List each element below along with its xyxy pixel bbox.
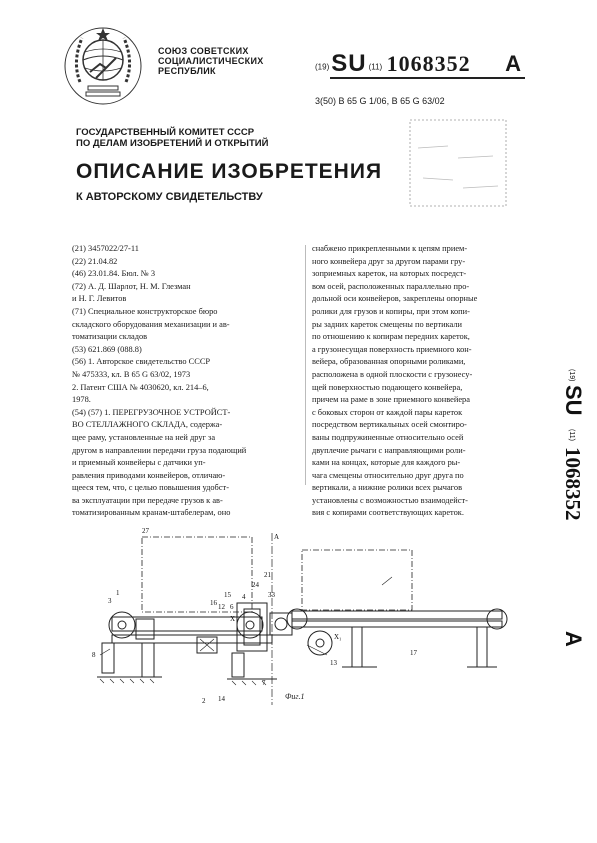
ref-label: 1 xyxy=(116,589,120,597)
union-line: РЕСПУБЛИК xyxy=(158,66,216,76)
ipc-classification xyxy=(315,96,445,106)
text-line: (46) 23.01.84. Бюл. № 3 xyxy=(72,269,156,279)
text-line: вия с копирами соответствующих кареток. xyxy=(312,508,464,518)
side-country-code: SU xyxy=(561,385,586,416)
library-stamp xyxy=(408,118,508,208)
text-line: а грузонесущая поверхность приемного кон- xyxy=(312,344,472,354)
kind-code: A xyxy=(505,51,522,76)
text-line: ВО СТЕЛЛАЖНОГО СКЛАДА, содержа- xyxy=(72,420,223,430)
text-line: ваны подпружиненные относительно осей xyxy=(312,432,464,442)
text-line: (21) 3457022/27-11 xyxy=(72,244,139,253)
issuing-state xyxy=(158,46,264,76)
text-line: (54) (57) 1. ПЕРЕГРУЗОЧНОЕ УСТРОЙСТ- xyxy=(72,407,231,417)
ref-label: А xyxy=(274,533,280,541)
document-title: ОПИСАНИЕ ИЗОБРЕТЕНИЯ xyxy=(76,160,383,183)
side-publication-number: 1068352 xyxy=(561,447,585,521)
divider xyxy=(330,77,525,79)
union-line: СОЦИАЛИСТИЧЕСКИХ xyxy=(158,56,264,66)
text-line: щее раму, установленные на ней друг за xyxy=(72,432,216,442)
ref-label: 3 xyxy=(108,597,112,605)
text-line: ва эксплуатации при передаче грузов к ав- xyxy=(72,495,223,505)
technical-drawing-fig1 xyxy=(92,525,522,710)
bibliographic-column xyxy=(72,243,300,520)
text-line: посредством вертикальных осей смонтиро- xyxy=(312,420,467,430)
text-line: ками на концах, которые для каждого ры- xyxy=(312,458,461,468)
text-line: другом в направлении передачи груза подающий xyxy=(72,445,247,455)
ref-label: 6 xyxy=(230,603,234,611)
ref-label: 7 xyxy=(262,679,266,687)
document-subtitle: К АВТОРСКОМУ СВИДЕТЕЛЬСТВУ xyxy=(76,191,263,203)
text-line: № 475333, кл. В 65 G 63/02, 1973 xyxy=(72,369,191,379)
text-line: вейера, образованная опорными роликами, xyxy=(312,357,466,367)
text-line: (71) Специальное конструкторское бюро xyxy=(72,306,218,316)
committee-line: ПО ДЕЛАМ ИЗОБРЕТЕНИЙ И ОТКРЫТИЙ xyxy=(76,138,269,149)
ref-label: 33 xyxy=(268,591,275,599)
text-line: ного конвейера друг за другом парами гру- xyxy=(312,256,466,266)
union-line: СОЮЗ СОВЕТСКИХ xyxy=(158,46,249,56)
ref-label: Х xyxy=(230,615,236,623)
ref-label: 8 xyxy=(92,651,96,659)
text-line: томатизированным кранам-штабелерам, оно xyxy=(72,508,231,518)
side-inid-19: (19) xyxy=(568,369,575,382)
ref-label: 12 xyxy=(218,603,225,611)
ipc-prefix: 3(50) xyxy=(315,96,337,106)
text-line: и приемный конвейеры с датчики уп- xyxy=(72,458,206,468)
figure-caption: Фиг.1 xyxy=(285,692,305,701)
inid-11: (11) xyxy=(368,62,383,72)
ref-label: 13 xyxy=(330,659,337,667)
text-line: и Н. Г. Левитов xyxy=(72,294,127,304)
ref-label: 24 xyxy=(252,581,259,589)
text-line: с боковых сторон от каждой пары кареток xyxy=(312,407,463,417)
side-publication-code xyxy=(548,365,586,655)
text-line: складского оборудования механизации и ав- xyxy=(72,319,230,329)
text-line: двуплечие рычаги с направляющими роли- xyxy=(312,445,466,455)
text-line: по отношению к копирам передних кареток, xyxy=(312,332,470,342)
publication-number: 1068352 xyxy=(386,51,471,76)
text-line: (72) А. Д. Шарлот, Н. М. Глезман xyxy=(72,281,191,291)
ref-label: 14 xyxy=(218,695,225,703)
text-line: ры задних кареток смещены по вертикали xyxy=(312,319,463,329)
committee-line: ГОСУДАРСТВЕННЫЙ КОМИТЕТ СССР xyxy=(76,127,255,138)
ref-label: Х₁ xyxy=(334,633,342,641)
column-divider xyxy=(305,245,306,485)
text-line: зоприемных кареток, на которых посредст- xyxy=(312,269,467,279)
text-line: (22) 21.04.82 xyxy=(72,256,118,266)
text-line: томатизации складов xyxy=(72,332,148,342)
ref-label: 2 xyxy=(202,697,206,705)
inid-19: (19) xyxy=(315,62,330,72)
text-line: вертикали, а нижние ролики всех рычагов xyxy=(312,483,463,493)
ussr-emblem-icon xyxy=(60,22,146,108)
text-line: щееся тем, что, с целью повышения удобст- xyxy=(72,483,229,493)
text-line: ролики для грузов и копиры, при этом копи- xyxy=(312,306,470,316)
ref-label: 27 xyxy=(142,527,149,535)
side-kind-code: A xyxy=(561,631,586,647)
text-line: вом осей, расположенных параллельно про- xyxy=(312,281,470,291)
text-line: 1978. xyxy=(72,395,91,405)
text-line: причем на раме в зоне приемного конвейера xyxy=(312,395,470,405)
publication-number-line xyxy=(315,50,521,78)
side-inid-11: (11) xyxy=(568,429,575,441)
text-line: 2. Патент США № 4030620, кл. 214–6, xyxy=(72,382,209,392)
ref-label: 21 xyxy=(264,571,271,579)
text-line: дольной оси конвейеров, закреплены опорные xyxy=(312,294,478,304)
ipc-classes: B 65 G 1/06, B 65 G 63/02 xyxy=(338,96,445,106)
text-line: чага смещены относительно друг друга по xyxy=(312,470,464,480)
ref-label: 17 xyxy=(410,649,417,657)
text-line: равления приводами конвейеров, отличаю- xyxy=(72,470,226,480)
text-line: (53) 621.869 (088.8) xyxy=(72,344,142,354)
text-line: снабжено прикрепленными к цепям прием- xyxy=(312,244,468,253)
text-line: расположена в одной плоскости с грузонесу- xyxy=(312,369,473,379)
ref-label: 4 xyxy=(242,593,246,601)
text-line: щей поверхностью подающего конвейера, xyxy=(312,382,463,392)
committee xyxy=(76,127,268,149)
text-line: (56) 1. Авторское свидетельство СССР xyxy=(72,357,211,367)
country-code: SU xyxy=(331,50,367,77)
ref-label: 15 xyxy=(224,591,231,599)
ref-label: 16 xyxy=(210,599,217,607)
text-line: установлены с возможностью взаимодейст- xyxy=(312,495,468,505)
claims-column xyxy=(312,243,530,520)
